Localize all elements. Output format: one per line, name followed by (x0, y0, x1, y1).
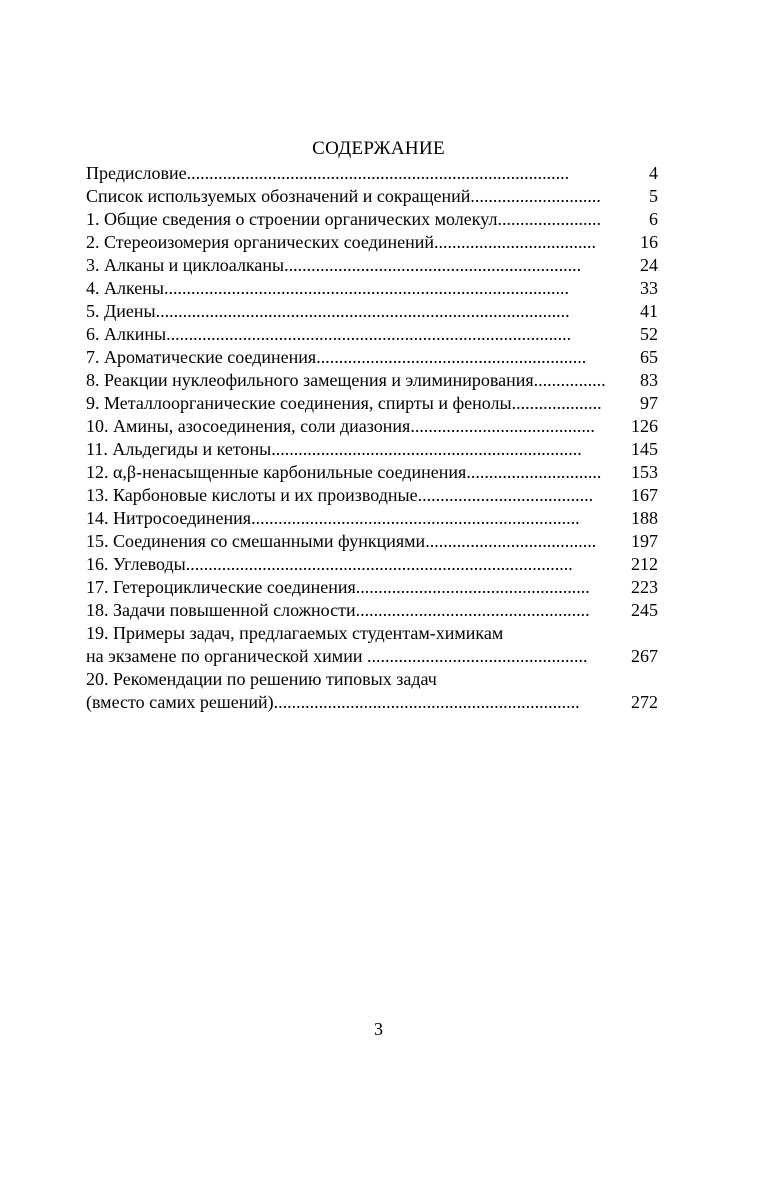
toc-entry-title: на экзамене по органической химии (86, 646, 367, 666)
toc-entry-page: 4 (649, 163, 658, 183)
toc-entry-title: (вместо самих решений) (86, 692, 274, 712)
toc-entry-page: 212 (631, 554, 658, 574)
page-number: 3 (374, 1019, 383, 1039)
toc-entry-title: 6. Алкины (86, 324, 167, 344)
toc-entry (86, 553, 658, 576)
toc-entry (86, 231, 658, 254)
toc-entry (86, 461, 658, 484)
toc-entry-title: 2. Стереоизомерия органических соединений (86, 232, 434, 252)
dot-leader: ...................................... (425, 531, 597, 551)
toc-entry-page: 245 (631, 600, 658, 620)
toc-entry (86, 300, 658, 323)
toc-entry (86, 530, 658, 553)
dot-leader: .................................................................. (284, 255, 582, 275)
toc-entry-title: 13. Карбоновые кислоты и их производные (86, 485, 418, 505)
toc-entry (86, 208, 658, 231)
toc-entry-title: 17. Гетероциклические соединения (86, 577, 356, 597)
dot-leader: .................................................... (355, 600, 590, 620)
toc-entry (86, 668, 658, 691)
toc-entry-title: 20. Рекомендации по решению типовых задач (86, 669, 437, 689)
dot-leader: ..................................................................... (271, 439, 582, 459)
toc-entry (86, 323, 658, 346)
toc-entry-page: 65 (640, 347, 658, 367)
toc-entry-page: 24 (640, 255, 658, 275)
toc-entry-title: 18. Задачи повышенной сложности (86, 600, 356, 620)
toc-entry-page: 153 (631, 462, 658, 482)
dot-leader: .......................................................................................... (164, 278, 569, 298)
toc-entry (86, 599, 658, 622)
toc-entry (86, 438, 658, 461)
toc-entry-page: 16 (640, 232, 658, 252)
toc-entry-page: 272 (631, 692, 658, 712)
dot-leader: ......................................................................... (251, 508, 580, 528)
toc-entry (86, 484, 658, 507)
toc-entry-page: 52 (640, 324, 658, 344)
table-of-contents (86, 162, 658, 714)
toc-entry-title: 8. Реакции нуклеофильного замещения и элиминирования (86, 370, 534, 390)
dot-leader: .................... (511, 393, 602, 413)
toc-entry (86, 415, 658, 438)
dot-leader: ..................................................................................... (186, 163, 570, 183)
toc-entry (86, 277, 658, 300)
toc-entry-page: 145 (631, 439, 658, 459)
toc-entry (86, 254, 658, 277)
dot-leader: ...................................................................................... (185, 554, 573, 574)
page-title: СОДЕРЖАНИЕ (312, 138, 445, 159)
toc-entry (86, 392, 658, 415)
dot-leader: .................................................................... (273, 692, 580, 712)
toc-entry (86, 185, 658, 208)
dot-leader: ....................... (497, 209, 601, 229)
toc-entry (86, 645, 658, 668)
toc-entry-title: 4. Алкены (86, 278, 164, 298)
toc-entry (86, 369, 658, 392)
toc-entry-page: 188 (631, 508, 658, 528)
toc-entry-page: 223 (631, 577, 658, 597)
toc-entry-title: 10. Амины, азосоединения, соли диазония (86, 416, 411, 436)
toc-entry-page: 197 (631, 531, 658, 551)
toc-entry-title: Список используемых обозначений и сокращений (86, 186, 471, 206)
dot-leader: ............................. (470, 186, 601, 206)
dot-leader: .......................................................................................... (166, 324, 572, 344)
toc-entry (86, 691, 658, 714)
toc-entry (86, 622, 658, 645)
toc-entry-title: 7. Ароматические соединения (86, 347, 317, 367)
dot-leader: .................................... (433, 232, 596, 252)
toc-entry-title: 15. Соединения со смешанными функциями (86, 531, 426, 551)
toc-entry-title: 1. Общие сведения о строении органических молекул (86, 209, 498, 229)
toc-entry (86, 507, 658, 530)
toc-entry-title: 11. Альдегиды и кетоны (86, 439, 272, 459)
dot-leader: ......................................... (410, 416, 595, 436)
toc-entry-page: 97 (640, 393, 658, 413)
toc-entry-page: 5 (649, 186, 658, 206)
toc-entry-title: 14. Нитросоединения (86, 508, 252, 528)
toc-entry (86, 162, 658, 185)
dot-leader: ................................................. (366, 646, 588, 666)
toc-entry-title: 12. α,β-ненасыщенные карбонильные соединения (86, 462, 467, 482)
toc-entry-page: 41 (640, 301, 658, 321)
dot-leader: .................................................... (355, 577, 590, 597)
toc-entry-title: 19. Примеры задач, предлагаемых студентам-химикам (86, 623, 504, 643)
dot-leader: ................ (533, 370, 606, 390)
toc-entry-page: 167 (631, 485, 658, 505)
toc-entry-page: 33 (640, 278, 658, 298)
toc-entry-title: 3. Алканы и циклоалканы (86, 255, 285, 275)
dot-leader: ............................................................................................ (155, 301, 570, 321)
toc-entry-page: 267 (631, 646, 658, 666)
dot-leader: .............................. (466, 462, 602, 482)
toc-entry-title: Предисловие (86, 163, 187, 183)
toc-entry-title: 9. Металлоорганические соединения, спирты и фенолы (86, 393, 512, 413)
toc-entry (86, 346, 658, 369)
dot-leader: ............................................................ (316, 347, 587, 367)
toc-entry-page: 6 (649, 209, 658, 229)
toc-entry-title: 16. Углеводы (86, 554, 186, 574)
toc-entry (86, 576, 658, 599)
toc-entry-page: 126 (631, 416, 658, 436)
toc-entry-title: 5. Диены (86, 301, 156, 321)
toc-entry-page: 83 (640, 370, 658, 390)
dot-leader: ....................................... (417, 485, 594, 505)
